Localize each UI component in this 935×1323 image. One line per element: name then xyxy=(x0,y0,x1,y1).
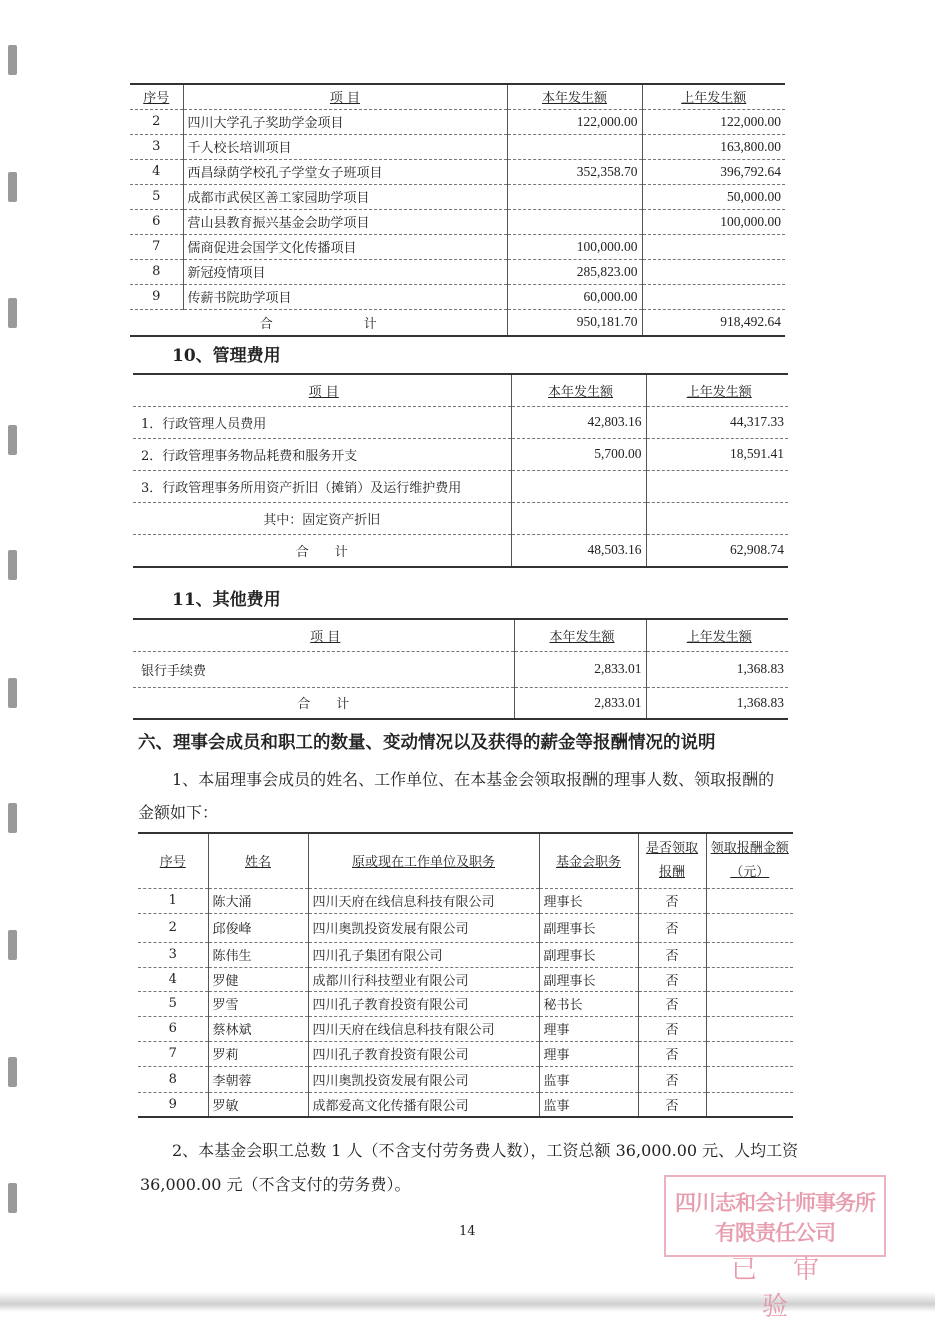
table-cell xyxy=(642,234,785,259)
table-row xyxy=(130,234,785,259)
table-cell-text: 成都川行科技塑业有限公司 xyxy=(312,973,469,989)
total-cell-text: 48,503.16 xyxy=(587,542,642,558)
table-cell xyxy=(138,942,208,967)
audit-stamp xyxy=(664,1175,886,1322)
table-cell xyxy=(133,502,511,534)
table-cell-text: 3 xyxy=(152,139,161,154)
table-cell xyxy=(308,1016,539,1041)
table-cell-text: 四川奥凯投资发展有限公司 xyxy=(312,1073,469,1089)
binding-mark xyxy=(8,1183,17,1213)
column-header-text: 原或现在工作单位及职务 xyxy=(351,855,495,871)
total-cell xyxy=(642,309,785,336)
table-cell xyxy=(511,502,646,534)
table-row xyxy=(138,888,793,913)
table-cell-text: 罗敏 xyxy=(212,1098,239,1114)
table-cell xyxy=(138,1016,208,1041)
binding-mark xyxy=(8,550,17,580)
table-cell xyxy=(130,234,183,259)
table-cell-text: 四川奥凯投资发展有限公司 xyxy=(312,922,469,937)
paragraph-1-line-1: 1、本届理事会成员的姓名、工作单位、在本基金会领取报酬的理事人数、领取报酬的 xyxy=(172,770,775,789)
section-10-title: 10、管理费用 xyxy=(172,346,281,366)
table-cell-text: 4 xyxy=(152,164,161,179)
table-cell-text: 四川孔子集团有限公司 xyxy=(312,949,443,964)
column-header xyxy=(638,833,706,888)
page-number: 14 xyxy=(459,1224,476,1239)
column-header-text: 本年发生额 xyxy=(541,91,607,107)
table-cell-text: 理事 xyxy=(543,1048,570,1063)
table-row xyxy=(130,109,785,134)
table-cell xyxy=(133,470,511,502)
table-cell-text: 副理事长 xyxy=(543,973,596,989)
table-cell xyxy=(133,651,514,687)
table-cell xyxy=(706,1066,793,1092)
table-row xyxy=(138,913,793,942)
total-cell xyxy=(511,534,646,567)
binding-mark xyxy=(8,172,17,202)
table-row xyxy=(133,502,788,534)
table-cell xyxy=(638,991,706,1016)
table-cell-text: 蔡林斌 xyxy=(212,1023,252,1038)
binding-mark xyxy=(8,678,17,708)
table-row xyxy=(138,991,793,1016)
total-cell xyxy=(514,687,646,719)
column-header xyxy=(133,374,511,406)
table-cell-text: 1 xyxy=(168,893,177,908)
column-header-text: 领取报酬金额（元） xyxy=(710,840,789,880)
table-cell-text: 四川大学孔子奖助学金项目 xyxy=(187,116,344,131)
table-cell xyxy=(507,134,642,159)
table-row xyxy=(133,651,788,687)
table-cell-text: 秘书长 xyxy=(543,998,583,1013)
table-cell xyxy=(642,184,785,209)
column-header-text: 项 目 xyxy=(329,91,361,107)
column-header-text: 项 目 xyxy=(308,384,339,400)
table-cell-text: 60,000.00 xyxy=(583,288,638,304)
table-cell-text: 四川孔子教育投资有限公司 xyxy=(312,998,469,1013)
table-cell xyxy=(706,913,793,942)
table-cell-text: 监事 xyxy=(543,1073,570,1089)
table-cell xyxy=(130,134,183,159)
table-cell-text: 千人校长培训项目 xyxy=(187,141,292,156)
table-cell-text: 5 xyxy=(152,189,161,204)
table-cell xyxy=(138,991,208,1016)
table-cell-text: 副理事长 xyxy=(543,949,596,964)
table-cell xyxy=(511,470,646,502)
table-row xyxy=(130,209,785,234)
table-cell-text: 李朝蓉 xyxy=(212,1073,252,1089)
table-cell xyxy=(539,942,638,967)
table-cell xyxy=(638,1041,706,1066)
table-cell xyxy=(638,1066,706,1092)
table-cell-text: 18,591.41 xyxy=(730,446,784,461)
header-row xyxy=(130,84,785,109)
column-header xyxy=(507,84,642,109)
table-row xyxy=(138,967,793,991)
table-cell xyxy=(507,284,642,309)
table-cell-text: 7 xyxy=(152,239,161,254)
table-cell xyxy=(308,888,539,913)
table-cell xyxy=(638,1092,706,1117)
table-cell xyxy=(638,1016,706,1041)
table-cell xyxy=(308,1092,539,1117)
table-cell-text: 2,833.01 xyxy=(594,661,642,676)
table-cell xyxy=(208,1041,308,1066)
table-cell-text: 122,000.00 xyxy=(720,113,781,129)
table-cell xyxy=(646,651,788,687)
table-cell-text: 传薪书院助学项目 xyxy=(187,291,292,306)
column-header xyxy=(138,833,208,888)
table-cell-text: 罗健 xyxy=(212,973,239,989)
table-cell xyxy=(138,913,208,942)
table-cell-text: 8 xyxy=(168,1071,177,1087)
table-cell xyxy=(539,1066,638,1092)
table-cell-text: 副理事长 xyxy=(543,922,596,937)
table-cell-text: 1．行政管理人员费用 xyxy=(141,416,267,432)
table-cell-text: 5 xyxy=(168,996,177,1011)
table-cell xyxy=(507,159,642,184)
total-cell xyxy=(646,687,788,719)
table-cell xyxy=(511,406,646,438)
table-row xyxy=(133,438,788,470)
total-cell-text: 918,492.64 xyxy=(720,314,781,330)
table-cell-text: 理事 xyxy=(543,1023,570,1038)
total-cell-text: 合 计 xyxy=(295,544,348,560)
project-expense-table xyxy=(130,83,785,337)
table-cell xyxy=(646,502,788,534)
board-members-table xyxy=(138,832,793,1118)
column-header-text: 姓名 xyxy=(244,855,271,871)
table-cell-text: 9 xyxy=(168,1096,177,1112)
table-cell-text: 5,700.00 xyxy=(594,446,642,461)
table-cell xyxy=(507,209,642,234)
column-header xyxy=(130,84,183,109)
table-cell xyxy=(208,913,308,942)
table-cell xyxy=(208,1092,308,1117)
table-cell xyxy=(706,942,793,967)
table-cell xyxy=(130,209,183,234)
table-cell-text: 理事长 xyxy=(543,895,583,910)
table-cell-text: 西昌绿荫学校孔子学堂女子班项目 xyxy=(187,166,383,181)
column-header xyxy=(646,619,788,651)
table-row xyxy=(133,470,788,502)
table-cell-text: 2 xyxy=(152,114,161,129)
column-header xyxy=(208,833,308,888)
paragraph-1-line-2: 金额如下： xyxy=(138,803,219,822)
column-header xyxy=(539,833,638,888)
table-cell xyxy=(514,651,646,687)
table-cell xyxy=(138,967,208,991)
column-header-text: 序号 xyxy=(143,91,170,107)
table-cell-text: 3．行政管理事务所用资产折旧（摊销）及运行维护费用 xyxy=(141,480,462,496)
total-cell-text: 2,833.01 xyxy=(594,694,642,710)
management-expense-table xyxy=(133,373,788,568)
table-row xyxy=(138,1041,793,1066)
table-row xyxy=(138,942,793,967)
column-header-text: 序号 xyxy=(159,855,186,871)
table-cell-text: 2 xyxy=(168,920,177,935)
table-cell-text: 成都市武侯区善工家园助学项目 xyxy=(187,191,370,206)
table-cell xyxy=(308,913,539,942)
table-cell-text: 285,823.00 xyxy=(576,263,638,279)
table-cell xyxy=(507,259,642,284)
total-cell xyxy=(507,309,642,336)
table-cell xyxy=(539,1092,638,1117)
column-header-text: 本年发生额 xyxy=(547,384,613,400)
table-cell-text: 新冠疫情项目 xyxy=(187,266,266,281)
column-header-text: 上年发生额 xyxy=(686,629,752,645)
table-cell xyxy=(133,438,511,470)
other-expense-table xyxy=(133,618,788,720)
table-cell-text: 四川天府在线信息科技有限公司 xyxy=(312,895,495,910)
table-cell xyxy=(208,1016,308,1041)
table-cell-text: 否 xyxy=(665,1023,679,1038)
stamp-firm-name: 四川志和会计师事务所有限责任公司 xyxy=(675,1190,875,1245)
table-cell-text: 396,792.64 xyxy=(720,163,781,179)
total-cell-text: 62,908.74 xyxy=(730,542,784,558)
binding-mark xyxy=(8,425,17,455)
table-cell-text: 6 xyxy=(152,214,161,229)
column-header-text: 上年发生额 xyxy=(686,384,752,400)
table-cell-text: 7 xyxy=(168,1046,177,1061)
total-cell xyxy=(133,534,511,567)
table-row xyxy=(130,134,785,159)
table-cell xyxy=(642,209,785,234)
table-cell-text: 2．行政管理事务物品耗费和服务开支 xyxy=(141,448,358,464)
column-header xyxy=(308,833,539,888)
table-cell xyxy=(183,159,507,184)
table-cell xyxy=(646,406,788,438)
table-cell xyxy=(539,991,638,1016)
column-header-text: 基金会职务 xyxy=(555,855,621,871)
table-cell-text: 否 xyxy=(665,1073,679,1089)
table-row xyxy=(138,1016,793,1041)
section-6-heading: 六、理事会成员和职工的数量、变动情况以及获得的薪金等报酬情况的说明 xyxy=(138,733,716,753)
binding-mark xyxy=(8,930,17,960)
table-cell-text: 1,368.83 xyxy=(736,661,784,676)
table-row xyxy=(130,159,785,184)
total-cell-text: 合 计 xyxy=(259,316,377,332)
table-cell-text: 否 xyxy=(665,973,679,989)
table-cell xyxy=(638,913,706,942)
table-cell xyxy=(130,284,183,309)
table-cell xyxy=(539,967,638,991)
total-cell xyxy=(133,687,514,719)
table-cell-text: 122,000.00 xyxy=(576,113,638,129)
table-cell xyxy=(642,259,785,284)
binding-mark xyxy=(8,1057,17,1087)
table-cell-text: 9 xyxy=(152,289,161,304)
table-cell-text: 否 xyxy=(665,1098,679,1114)
table-cell-text: 监事 xyxy=(543,1098,570,1114)
table-cell xyxy=(183,184,507,209)
table-cell xyxy=(539,888,638,913)
table-cell xyxy=(130,259,183,284)
table-cell xyxy=(638,888,706,913)
table-cell xyxy=(208,967,308,991)
total-cell xyxy=(130,309,507,336)
total-cell-text: 1,368.83 xyxy=(736,694,784,710)
binding-mark xyxy=(8,803,17,833)
table-cell xyxy=(138,888,208,913)
table-cell-text: 否 xyxy=(665,949,679,964)
table-cell-text: 否 xyxy=(665,998,679,1013)
table-cell xyxy=(539,1041,638,1066)
table-cell xyxy=(642,109,785,134)
table-cell-text: 罗雪 xyxy=(212,998,239,1013)
total-cell-text: 合 计 xyxy=(297,697,350,713)
table-row xyxy=(133,406,788,438)
table-cell xyxy=(208,991,308,1016)
table-cell-text: 100,000.00 xyxy=(720,213,781,229)
column-header xyxy=(646,374,788,406)
paragraph-2-line-1: 2、本基金会职工总数 1 人（不含支付劳务费人数），工资总额 36,000.00 元、人均工资 xyxy=(172,1141,799,1160)
table-cell xyxy=(183,259,507,284)
column-header xyxy=(706,833,793,888)
table-cell-text: 四川孔子教育投资有限公司 xyxy=(312,1048,469,1063)
table-cell-text: 邱俊峰 xyxy=(212,922,252,937)
table-cell-text: 3 xyxy=(168,947,177,962)
column-header-text: 是否领取报酬 xyxy=(645,840,698,880)
total-cell xyxy=(646,534,788,567)
table-cell xyxy=(130,159,183,184)
table-cell xyxy=(208,942,308,967)
table-cell xyxy=(706,967,793,991)
table-cell-text: 44,317.33 xyxy=(730,414,784,429)
table-cell-text: 儒商促进会国学文化传播项目 xyxy=(187,241,357,256)
paragraph-2-line-2: 36,000.00 元（不含支付的劳务费）。 xyxy=(140,1175,411,1194)
table-cell xyxy=(308,967,539,991)
table-cell-text: 四川天府在线信息科技有限公司 xyxy=(312,1023,495,1038)
table-cell-text: 4 xyxy=(168,971,177,987)
table-cell-text: 成都爱高文化传播有限公司 xyxy=(312,1098,469,1114)
table-row xyxy=(130,259,785,284)
total-row xyxy=(133,687,788,719)
table-cell-text: 营山县教育振兴基金会助学项目 xyxy=(187,216,370,231)
table-row xyxy=(130,284,785,309)
stamp-verified-text: 已审验 xyxy=(730,1255,855,1322)
total-cell-text: 950,181.70 xyxy=(576,314,638,330)
table-cell xyxy=(642,284,785,309)
table-cell xyxy=(706,1092,793,1117)
table-cell-text: 陈大涌 xyxy=(212,895,252,910)
column-header xyxy=(511,374,646,406)
table-cell xyxy=(183,134,507,159)
table-cell xyxy=(539,1016,638,1041)
table-cell xyxy=(706,1016,793,1041)
header-row xyxy=(133,619,788,651)
total-row xyxy=(130,309,785,336)
table-cell-text: 6 xyxy=(168,1021,177,1036)
table-cell-text: 163,800.00 xyxy=(720,138,781,154)
column-header-text: 本年发生额 xyxy=(549,629,615,645)
column-header xyxy=(183,84,507,109)
table-cell xyxy=(308,991,539,1016)
table-cell-text: 其中：固定资产折旧 xyxy=(263,512,381,528)
table-cell xyxy=(130,109,183,134)
table-row xyxy=(130,184,785,209)
table-cell xyxy=(208,888,308,913)
table-cell xyxy=(308,942,539,967)
table-cell xyxy=(511,438,646,470)
binding-mark xyxy=(8,45,17,75)
table-cell xyxy=(706,991,793,1016)
table-cell-text: 8 xyxy=(152,264,161,279)
column-header-text: 上年发生额 xyxy=(681,91,747,107)
table-cell-text: 352,358.70 xyxy=(576,163,638,179)
table-cell-text: 罗莉 xyxy=(212,1048,239,1063)
table-cell-text: 银行手续费 xyxy=(141,663,207,679)
total-row xyxy=(133,534,788,567)
table-row xyxy=(138,1092,793,1117)
table-cell xyxy=(130,184,183,209)
column-header xyxy=(642,84,785,109)
table-cell xyxy=(183,284,507,309)
table-cell xyxy=(208,1066,308,1092)
table-cell xyxy=(642,134,785,159)
table-cell xyxy=(706,888,793,913)
column-header-text: 项 目 xyxy=(310,629,341,645)
table-cell xyxy=(308,1041,539,1066)
table-cell xyxy=(539,913,638,942)
table-cell xyxy=(646,438,788,470)
table-cell xyxy=(706,1041,793,1066)
header-row xyxy=(133,374,788,406)
binding-mark xyxy=(8,298,17,328)
table-cell-text: 100,000.00 xyxy=(576,238,638,254)
table-cell-text: 陈伟生 xyxy=(212,949,252,964)
table-cell xyxy=(138,1092,208,1117)
table-cell xyxy=(507,184,642,209)
table-cell xyxy=(507,234,642,259)
table-cell-text: 否 xyxy=(665,895,679,910)
table-cell-text: 42,803.16 xyxy=(587,414,642,429)
table-cell xyxy=(507,109,642,134)
table-cell-text: 50,000.00 xyxy=(727,188,781,204)
header-row xyxy=(138,833,793,888)
column-header xyxy=(133,619,514,651)
table-cell xyxy=(138,1041,208,1066)
column-header xyxy=(514,619,646,651)
table-cell xyxy=(138,1066,208,1092)
table-row xyxy=(138,1066,793,1092)
table-cell xyxy=(638,967,706,991)
table-cell xyxy=(638,942,706,967)
table-cell xyxy=(642,159,785,184)
table-cell-text: 否 xyxy=(665,922,679,937)
table-cell xyxy=(183,234,507,259)
table-cell xyxy=(133,406,511,438)
table-cell xyxy=(308,1066,539,1092)
table-cell xyxy=(646,470,788,502)
table-cell xyxy=(183,209,507,234)
table-cell xyxy=(183,109,507,134)
section-11-title: 11、其他费用 xyxy=(172,590,281,610)
table-cell-text: 否 xyxy=(665,1048,679,1063)
